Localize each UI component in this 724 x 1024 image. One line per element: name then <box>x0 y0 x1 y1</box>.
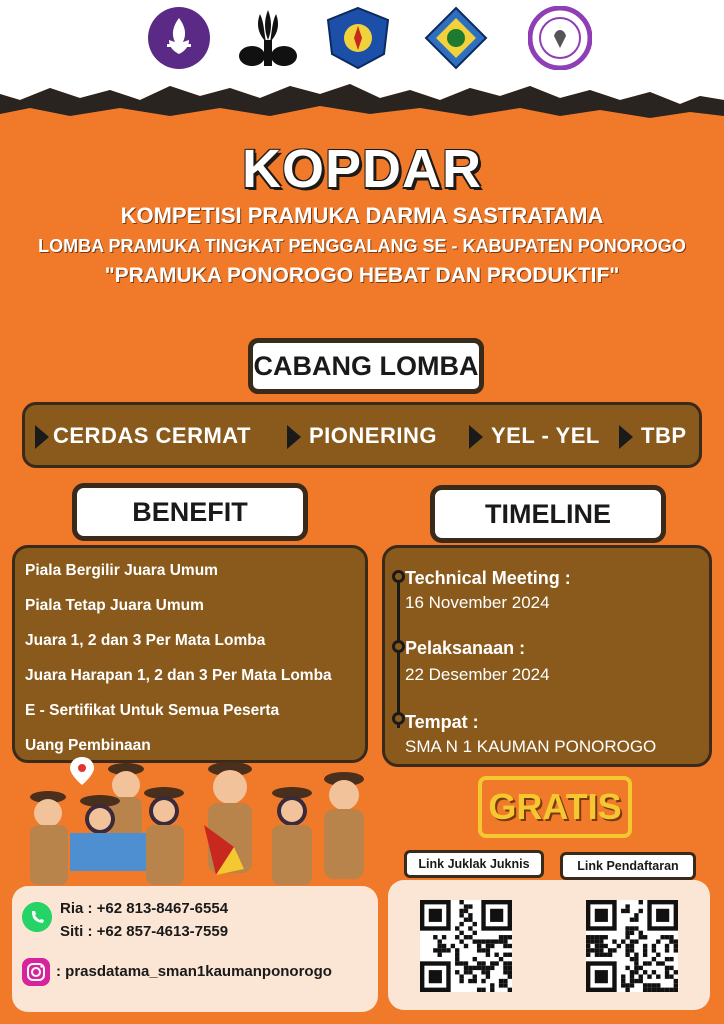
timeline-heading-pelaksanaan: Pelaksanaan : <box>405 638 526 658</box>
arrow-right-icon <box>619 425 633 449</box>
timeline-heading: TIMELINE <box>430 485 666 543</box>
timeline-heading-tempat: Tempat : <box>405 712 479 732</box>
benefit-item: Piala Tetap Juara Umum <box>25 597 204 614</box>
scout-emblem-icon <box>147 6 211 70</box>
event-tagline: "PRAMUKA PONOROGO HEBAT DAN PRODUKTIF" <box>104 264 620 287</box>
scout-kids-illustration <box>8 755 388 885</box>
cabang-lomba-heading: CABANG LOMBA <box>248 338 484 394</box>
benefit-item: Uang Pembinaan <box>25 737 151 754</box>
benefit-item: Juara Harapan 1, 2 dan 3 Per Mata Lomba <box>25 667 332 684</box>
timeline-dot <box>392 712 405 725</box>
darma-sastratama-logo <box>528 6 592 70</box>
branch-yel-yel: YEL - YEL <box>491 423 600 448</box>
qr-code-pendaftaran[interactable] <box>586 900 678 992</box>
benefit-item: Piala Bergilir Juara Umum <box>25 562 218 579</box>
branch-tbp: TBP <box>641 423 687 448</box>
branch-cerdas-cermat: CERDAS CERMAT <box>53 423 251 448</box>
benefit-item: Juara 1, 2 dan 3 Per Mata Lomba <box>25 632 266 649</box>
gratis-badge: GRATIS <box>478 776 632 838</box>
tunas-kelapa-icon <box>236 6 300 70</box>
arrow-right-icon <box>35 425 49 449</box>
arrow-right-icon <box>469 425 483 449</box>
contact-instagram[interactable]: : prasdatama_sman1kaumanponorogo <box>56 963 332 980</box>
whatsapp-icon <box>22 902 52 932</box>
timeline-heading-tm: Technical Meeting : <box>405 568 571 588</box>
benefit-list <box>12 545 368 763</box>
event-title: KOPDAR <box>241 139 482 199</box>
timeline-value-tm: 16 November 2024 <box>405 593 550 612</box>
timeline-value-tempat: SMA N 1 KAUMAN PONOROGO <box>405 737 657 756</box>
timeline-list <box>382 545 712 767</box>
arrow-right-icon <box>287 425 301 449</box>
link-juklak-label: Link Juklak Juknis <box>404 850 544 878</box>
location-pin-icon <box>70 757 94 785</box>
timeline-value-pelaksanaan: 22 Desember 2024 <box>405 665 550 684</box>
timeline-dot <box>392 640 405 653</box>
qr-panel <box>388 857 710 1010</box>
event-scope: LOMBA PRAMUKA TINGKAT PENGGALANG SE - KABUPATEN PONOROGO <box>38 236 686 256</box>
logo-row <box>0 6 724 76</box>
link-pendaftaran-label: Link Pendaftaran <box>560 852 696 880</box>
cabang-lomba-bar <box>22 402 702 468</box>
instagram-icon <box>22 958 50 986</box>
branch-pionering: PIONERING <box>309 423 437 448</box>
benefit-heading: BENEFIT <box>72 483 308 541</box>
sma-negeri-1-kauman-logo <box>326 6 390 70</box>
gudep-logo <box>424 6 488 70</box>
contact-siti: Siti : +62 857-4613-7559 <box>60 923 229 940</box>
qr-code-juklak[interactable] <box>420 900 512 992</box>
contact-ria: Ria : +62 813-8467-6554 <box>60 900 229 917</box>
event-subtitle: KOMPETISI PRAMUKA DARMA SASTRATAMA <box>120 203 604 228</box>
benefit-item: E - Sertifikat Untuk Semua Peserta <box>25 702 280 719</box>
timeline-dot <box>392 570 405 583</box>
contact-card <box>12 886 378 1012</box>
